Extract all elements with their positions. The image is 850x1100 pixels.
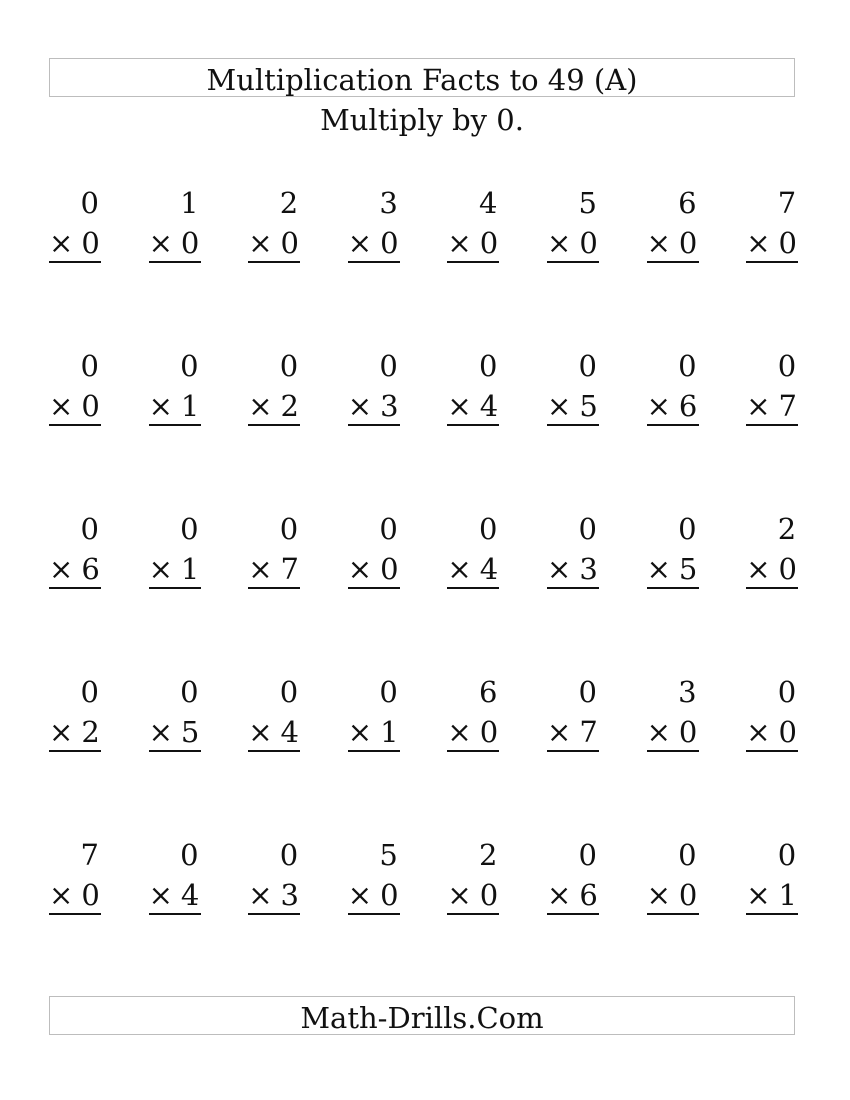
multiplication-problem — [447, 669, 499, 752]
multiplicand: 0 — [678, 349, 697, 383]
multiply-sign: × — [746, 552, 771, 586]
multiplication-problem — [547, 832, 599, 915]
multiply-sign: × — [746, 226, 771, 260]
multiplicand: 0 — [180, 349, 199, 383]
multiplicand: 0 — [80, 349, 99, 383]
multiplier-line — [647, 221, 699, 263]
multiplier-line — [348, 547, 400, 589]
multiplier-line — [746, 873, 798, 915]
footer-site-name: Math-Drills.Com — [49, 996, 795, 1035]
multiplier: 0 — [180, 226, 200, 260]
multiplier: 0 — [380, 552, 399, 586]
multiplicand: 3 — [379, 186, 398, 220]
multiplier-line — [647, 547, 699, 589]
multiply-sign: × — [447, 878, 472, 912]
multiplier: 0 — [678, 715, 698, 749]
problem-row — [49, 506, 799, 606]
multiplicand: 0 — [279, 349, 299, 383]
multiply-sign: × — [547, 715, 572, 749]
multiplication-problem — [149, 669, 201, 752]
multiplicand: 6 — [678, 186, 697, 220]
multiply-sign: × — [646, 389, 671, 423]
multiplier: 2 — [81, 715, 100, 749]
multiplier-line — [248, 710, 300, 752]
multiply-sign: × — [547, 389, 572, 423]
multiplication-problem — [746, 343, 798, 426]
multiplication-problem — [348, 506, 400, 589]
multiplicand: 0 — [578, 675, 597, 709]
multiplicand: 0 — [279, 512, 299, 546]
multiply-sign: × — [148, 226, 173, 260]
multiplicand: 0 — [80, 512, 99, 546]
multiplication-problem — [149, 180, 201, 263]
multiplicand: 0 — [379, 675, 398, 709]
multiply-sign: × — [49, 226, 74, 260]
multiplier: 4 — [180, 878, 200, 912]
multiplication-problem — [248, 343, 300, 426]
multiply-sign: × — [347, 226, 373, 260]
multiplication-problem — [49, 832, 101, 915]
multiplication-problem — [647, 669, 699, 752]
multiply-sign: × — [347, 878, 373, 912]
multiplicand: 5 — [578, 186, 597, 220]
multiplier-line — [746, 710, 798, 752]
multiplicand: 4 — [478, 186, 498, 220]
multiply-sign: × — [347, 552, 373, 586]
multiply-sign: × — [646, 715, 671, 749]
multiplication-problem — [248, 669, 300, 752]
multiplier-line — [49, 221, 101, 263]
multiplier: 7 — [579, 715, 598, 749]
multiplier: 0 — [479, 715, 499, 749]
multiplicand: 6 — [478, 675, 498, 709]
multiplier-line — [746, 384, 798, 426]
multiplicand: 0 — [379, 512, 398, 546]
multiplication-problem — [547, 506, 599, 589]
multiplier-line — [547, 873, 599, 915]
multiplier: 0 — [579, 226, 598, 260]
multiplicand: 0 — [578, 349, 597, 383]
multiplication-problem — [149, 506, 201, 589]
multiplication-problem — [647, 832, 699, 915]
multiplier: 0 — [81, 878, 100, 912]
multiplier: 0 — [778, 226, 797, 260]
multiplication-problem — [348, 180, 400, 263]
multiplier-line — [746, 547, 798, 589]
multiplier: 1 — [180, 552, 200, 586]
multiplicand: 0 — [777, 838, 797, 872]
multiplier-line — [746, 221, 798, 263]
multiply-sign: × — [148, 878, 173, 912]
multiplication-problem — [49, 343, 101, 426]
multiplier-line — [447, 221, 499, 263]
multiplier: 0 — [81, 389, 100, 423]
multiplication-problem — [746, 832, 798, 915]
multiplier-line — [447, 710, 499, 752]
multiplier: 5 — [579, 389, 598, 423]
multiplicand: 0 — [180, 512, 199, 546]
multiplier-line — [547, 547, 599, 589]
multiplication-problem — [348, 343, 400, 426]
multiplier-line — [248, 547, 300, 589]
multiplicand: 2 — [279, 186, 299, 220]
multiplier: 0 — [380, 878, 399, 912]
multiplier-line — [447, 547, 499, 589]
multiply-sign: × — [49, 878, 74, 912]
multiply-sign: × — [746, 715, 771, 749]
multiplicand: 7 — [777, 186, 797, 220]
multiply-sign: × — [646, 552, 671, 586]
multiply-sign: × — [148, 552, 173, 586]
multiplier-line — [647, 873, 699, 915]
multiplicand: 0 — [478, 349, 498, 383]
multiply-sign: × — [248, 552, 273, 586]
multiplier-line — [647, 384, 699, 426]
multiplier: 0 — [678, 878, 698, 912]
multiplier: 0 — [81, 226, 100, 260]
multiply-sign: × — [447, 389, 472, 423]
multiply-sign: × — [646, 878, 671, 912]
multiplication-problem — [746, 669, 798, 752]
multiplication-problem — [49, 669, 101, 752]
multiplication-problem — [49, 506, 101, 589]
multiplier: 3 — [579, 552, 598, 586]
multiply-sign: × — [447, 552, 472, 586]
multiplication-problem — [447, 343, 499, 426]
multiplier-line — [49, 384, 101, 426]
multiplication-problem — [746, 506, 798, 589]
multiplier-line — [547, 710, 599, 752]
multiplicand: 0 — [180, 838, 199, 872]
multiplication-problem — [248, 832, 300, 915]
multiplier: 7 — [778, 389, 797, 423]
multiplier-line — [49, 710, 101, 752]
problem-row — [49, 832, 799, 932]
multiplier-line — [647, 710, 699, 752]
problem-row — [49, 669, 799, 769]
multiplication-problem — [447, 506, 499, 589]
multiplicand: 0 — [279, 675, 299, 709]
multiplier-line — [149, 710, 201, 752]
multiplier: 1 — [380, 715, 399, 749]
multiplicand: 0 — [478, 512, 498, 546]
multiplication-problem — [547, 180, 599, 263]
multiply-sign: × — [49, 389, 74, 423]
multiplicand: 0 — [379, 349, 398, 383]
multiplier-line — [348, 710, 400, 752]
multiplier: 0 — [678, 226, 698, 260]
multiply-sign: × — [248, 389, 273, 423]
multiplier-line — [149, 221, 201, 263]
multiplier: 0 — [778, 715, 797, 749]
multiplier-line — [49, 547, 101, 589]
multiply-sign: × — [447, 715, 472, 749]
multiply-sign: × — [148, 715, 173, 749]
worksheet-subtitle: Multiply by 0. — [320, 103, 524, 137]
multiplier: 5 — [678, 552, 698, 586]
multiplication-problem — [149, 832, 201, 915]
multiplication-problem — [547, 343, 599, 426]
multiplier-line — [447, 873, 499, 915]
multiplier-line — [447, 384, 499, 426]
multiplier: 0 — [778, 552, 797, 586]
multiplier: 4 — [280, 715, 299, 749]
multiplicand: 7 — [80, 838, 99, 872]
multiplication-problem — [746, 180, 798, 263]
multiplicand: 0 — [678, 838, 697, 872]
worksheet-title: Multiplication Facts to 49 (A) — [49, 58, 795, 97]
multiplier: 5 — [180, 715, 200, 749]
multiplier: 7 — [280, 552, 299, 586]
multiplicand: 0 — [80, 675, 99, 709]
multiplication-problem — [547, 669, 599, 752]
multiplier-line — [149, 547, 201, 589]
multiplier-line — [547, 384, 599, 426]
multiplier: 4 — [479, 389, 499, 423]
multiplication-problem — [447, 832, 499, 915]
multiplication-problem — [248, 506, 300, 589]
multiplication-problem — [248, 180, 300, 263]
multiply-sign: × — [49, 715, 74, 749]
multiplier-line — [149, 873, 201, 915]
multiplier-line — [248, 873, 300, 915]
multiplier: 3 — [380, 389, 399, 423]
multiplication-problem — [348, 669, 400, 752]
multiplicand: 0 — [279, 838, 299, 872]
multiplicand: 0 — [678, 512, 697, 546]
multiply-sign: × — [148, 389, 173, 423]
multiplicand: 5 — [379, 838, 398, 872]
multiplier-line — [348, 873, 400, 915]
multiply-sign: × — [746, 389, 771, 423]
multiplier: 4 — [479, 552, 499, 586]
multiplier-line — [547, 221, 599, 263]
multiply-sign: × — [248, 226, 273, 260]
multiply-sign: × — [248, 878, 273, 912]
multiply-sign: × — [547, 552, 572, 586]
multiply-sign: × — [347, 389, 373, 423]
multiplier: 0 — [280, 226, 299, 260]
multiply-sign: × — [746, 878, 771, 912]
multiply-sign: × — [347, 715, 373, 749]
multiplier-line — [149, 384, 201, 426]
multiply-sign: × — [547, 878, 572, 912]
multiplier-line — [49, 873, 101, 915]
multiplier-line — [248, 384, 300, 426]
multiplicand: 0 — [578, 838, 597, 872]
multiplier-line — [348, 384, 400, 426]
multiplicand: 2 — [478, 838, 498, 872]
multiplicand: 1 — [180, 186, 199, 220]
multiplicand: 0 — [578, 512, 597, 546]
multiply-sign: × — [49, 552, 74, 586]
multiplier: 0 — [479, 226, 499, 260]
multiplier: 0 — [479, 878, 499, 912]
multiplication-problem — [647, 506, 699, 589]
problem-row — [49, 343, 799, 443]
multiplier: 6 — [579, 878, 598, 912]
multiplication-problem — [348, 832, 400, 915]
multiplicand: 0 — [80, 186, 99, 220]
multiplier: 2 — [280, 389, 299, 423]
multiplier: 1 — [180, 389, 200, 423]
multiplier: 3 — [280, 878, 299, 912]
multiplier: 0 — [380, 226, 399, 260]
problem-row — [49, 180, 799, 280]
multiplication-problem — [49, 180, 101, 263]
multiplier: 1 — [778, 878, 797, 912]
multiplier: 6 — [81, 552, 100, 586]
multiplication-problem — [447, 180, 499, 263]
multiplication-problem — [647, 343, 699, 426]
multiplicand: 2 — [777, 512, 797, 546]
multiplicand: 0 — [777, 349, 797, 383]
multiplicand: 0 — [777, 675, 797, 709]
multiplier: 6 — [678, 389, 698, 423]
multiplier-line — [348, 221, 400, 263]
multiply-sign: × — [547, 226, 572, 260]
multiply-sign: × — [447, 226, 472, 260]
multiplication-problem — [149, 343, 201, 426]
multiply-sign: × — [646, 226, 671, 260]
multiply-sign: × — [248, 715, 273, 749]
multiplicand: 0 — [180, 675, 199, 709]
multiplication-problem — [647, 180, 699, 263]
multiplier-line — [248, 221, 300, 263]
multiplicand: 3 — [678, 675, 697, 709]
